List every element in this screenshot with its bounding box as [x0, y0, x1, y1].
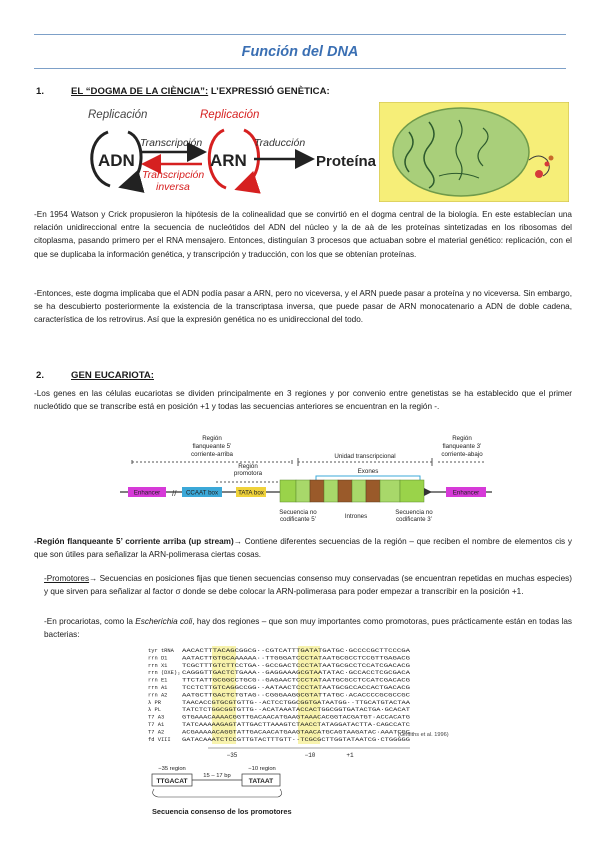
section-1-heading	[36, 86, 330, 97]
sequence-row-name: rrn D1	[148, 655, 168, 662]
promoters-paragraph	[44, 572, 572, 598]
sequence-rows	[148, 648, 411, 743]
sequence-row-seq: TAACACCGTGCGTGTTG··ACTCCTGGCGGTGATAATGG··TTGCATGTACTAA	[182, 699, 411, 706]
section-1-paragraph-1: -En 1954 Watson y Crick propusieron la hipótesis de la colinealidad que se convirtió en el dogma central de la biología. En este establecían una relación unidireccional entre la secuencia de nucleótidos del ADN del núcleo y la de aà de les proteínas sintetizadas en los ribosomas del citoplasma, pasando primero per el RNA mensajero. Entonces, distinguían 3 procesos que actuaban sobre el material genético: replicación, con el que se duplicaba la información genética, y transcripción y traducción, con los que se obtenían proteínas.	[34, 210, 572, 259]
protein-label: Proteína	[316, 153, 377, 170]
region-5-bold: -Región flanqueante 5’ corriente arriba (up stream)	[34, 537, 234, 546]
exons-label: Exones	[357, 468, 379, 475]
enhancer-left-label: Enhancer	[133, 489, 161, 497]
region-5-label: Región flanqueante 5’ corriente-arriba	[191, 435, 233, 458]
gene-diagram	[120, 430, 492, 530]
sequence-row-name: rrn X1	[148, 662, 168, 669]
sequence-row-name: rrn (DXE)₂	[148, 670, 181, 677]
section-1-title-rest: L’EXPRESSIÓ GENÈTICA:	[208, 86, 330, 97]
sequence-row-name: rrn A2	[148, 692, 168, 699]
prokaryote-paragraph	[44, 615, 572, 641]
sequence-row-seq: CAGGGTTGACTCTGAAA··GAGGAAAGCGTAATATAC·GCCACCTCGCGACA	[182, 670, 412, 677]
rna-label: ARN	[210, 151, 247, 170]
sequence-row-name: rrn A1	[148, 685, 168, 691]
consensus-35-label: −35 region	[158, 766, 186, 772]
consensus-10-seq: TATAAT	[248, 778, 274, 785]
section-1-paragraph-2: -Entonces, este dogma implicaba que el ADN podía pasar a ARN, pero no viceversa, y el ARN puede pasar a proteína y no viceversa. Sin embargo, se ha descubierto posteriormente la existencia de la transcriptasa inversa, que puede pasar de ARN monocatenario a ADN de doble cadena, característica de los retrovirus. Así que la expresión genética no es unidireccional del todo.	[34, 289, 572, 325]
intron-2	[338, 480, 352, 502]
region-5-paragraph	[34, 535, 572, 561]
promoter-label: Región promotora	[233, 463, 263, 477]
dogma-diagram	[84, 102, 384, 202]
sequence-row-seq: AATGCTTGACTCTGTAG··CGGGAAGGCGTATTATGC·ACACCCCGCGCCGC	[182, 692, 410, 699]
exon-1	[296, 480, 310, 502]
exon-4	[380, 480, 400, 502]
sequence-row-seq: TATCTCTGGCGGTGTTG··ACATAAATACCACTGGCGGTGATACTGA·GCACAT	[182, 707, 411, 714]
cell-illustration	[379, 102, 569, 202]
sequence-row-seq: GATACAAATCTCCGTTGTACTTTGTT··TCGCGCTTGGTATAATCG·CTGGGGG	[182, 736, 410, 743]
sequence-row-seq: AACACTTTACAGCGGCG··CGTCATTTGATATGATGC·GCCCCGCTTCCCGA	[182, 648, 412, 654]
prokaryote-post: , hay dos regiones – que son muy importantes como promotoras, pues prácticamente están en todas las bacterias:	[44, 617, 572, 640]
utr5-label: Secuencia no codificante 5’	[279, 509, 317, 523]
consensus-35-seq: TTGACAT	[156, 778, 188, 785]
consensus-bracket	[153, 789, 282, 797]
nucleus	[393, 108, 529, 196]
dna-label: ADN	[98, 151, 135, 170]
sequence-row-seq: ACGAAAAACAGGTATTGACAACATGAAGTAACATGCAGTAAGATAC·AAATCGC	[182, 729, 410, 736]
unit-label: Unidad transcripcional	[334, 453, 396, 460]
sequence-row-seq: TTCTATTGCGGCCTGCG··GAGAACTCCCTATAATGCGCCTCCATCGACACG	[182, 677, 410, 684]
sequence-row-name: rrn E1	[148, 677, 168, 684]
arrow-glyph-1: →	[233, 537, 242, 546]
consensus-caption: Secuencia consenso de los promotores	[152, 807, 292, 816]
intron-3	[366, 480, 380, 502]
consensus-diagram	[150, 763, 310, 799]
region-3-label: Región flanqueante 3’ corriente-abajo	[441, 435, 483, 458]
prokaryote-pre: -En procariotas, como la	[44, 617, 136, 626]
sequence-row-seq: AATACTTGTGCAAAAAA··TTGGGATCCCTATAATGCGCCTCCGTTGAGACG	[182, 655, 410, 662]
plus1-label: +1	[346, 752, 354, 759]
exon-bracket	[316, 476, 420, 480]
reverse-transcription-label-2: inversa	[156, 181, 190, 193]
tata-label: TATA box	[238, 489, 264, 497]
utr5-block	[280, 480, 296, 502]
replication-right-label: Replicación	[200, 109, 260, 121]
promoters-label: -Promotores	[44, 574, 90, 583]
minus35-label: −35	[226, 752, 238, 759]
ribosome	[535, 170, 543, 178]
amino-acid-1	[545, 162, 550, 167]
title-rule	[34, 68, 566, 69]
region-5-text: Contiene diferentes secuencias de la región – que reciben el nombre de elementos cis y que son útiles para señalizar la ARN-polimerasa ciertas cosas.	[34, 537, 572, 560]
sequence-row-name: T7 A3	[148, 714, 165, 721]
sequence-row-name: fd VIII	[148, 736, 171, 743]
reverse-transcription-label-1: Transcripción	[142, 169, 205, 181]
sequence-row-seq: TATCAAAAAGAGTATTGACTTAAAGTCTAACCTATAGGATACTTA·CAGCCATC	[182, 722, 410, 728]
enhancer-right-label: Enhancer	[452, 489, 480, 497]
transcription-label: Transcripción	[140, 137, 203, 149]
dna-break-mark: //	[172, 489, 177, 498]
top-rule	[34, 34, 566, 35]
section-1-number: 1.	[36, 86, 45, 97]
promoter-alignment	[148, 644, 448, 762]
prokaryote-species: Escherichia coli	[135, 617, 193, 626]
sequence-row-name: λ PR	[148, 699, 161, 706]
section-1-title-underlined: EL “DOGMA DE LA CIÈNCIA”:	[71, 86, 209, 97]
section-2-heading	[36, 370, 154, 381]
translation-label: Traducción	[254, 137, 306, 149]
intron-1	[310, 480, 324, 502]
page-title: Función del DNA	[241, 44, 359, 60]
consensus-10-label: −10 region	[248, 766, 276, 772]
amino-acid-2	[549, 156, 554, 161]
sequence-row-name: T7 A2	[148, 729, 165, 736]
minus10-label: −10	[304, 752, 316, 759]
transcription-direction-arrow	[424, 488, 432, 496]
section-2-number: 2.	[36, 370, 45, 381]
citation: (Griffiths et al. 1996)	[398, 732, 449, 738]
sequence-row-seq: TCGCTTTGTCTTCCTGA··GCCGACTCCCTATAATGCGCCTCCATCGACACG	[182, 662, 410, 669]
utr3-block	[400, 480, 424, 502]
promoters-text: Secuencias en posiciones fijas que tienen secuencias consenso muy conservadas (se encuentran repetidas en muchas especies) y que sirven para señalizar al factor σ donde se debe colocar la ARN-polimerasa para poder empezar a transcribir en la posición +1.	[44, 574, 572, 597]
arrow-glyph-2: →	[89, 574, 98, 583]
section-2-paragraph-1: -Los genes en las células eucariotas se dividen principalmente en 3 regiones y por convenio entre genetistas se ha establecido que el primer nucleótido que se transcribe está en posición +1 y todas las secuencias anteriores se encuentran en la región -.	[34, 389, 572, 412]
sequence-row-name: λ PL	[148, 707, 161, 714]
sequence-row-seq: GTGAAACAAAACGGTTGACAACATGAAGTAAACACGGTACGATGT·ACCACATG	[182, 714, 410, 721]
introns-label: Intrones	[344, 513, 368, 520]
exon-2	[324, 480, 338, 502]
ccaat-label: CCAAT box	[185, 489, 219, 497]
replication-left-label: Replicación	[88, 109, 148, 121]
exon-3	[352, 480, 366, 502]
section-2-title: GEN EUCARIOTA:	[71, 370, 154, 381]
sequence-row-seq: TCCTCTTGTCAGGCCGG··AATAACTCCCTATAATGCGCCACCACTGACACG	[182, 685, 410, 691]
sequence-row-name: tyr tRNA	[148, 648, 174, 654]
utr3-label: Secuencia no codificante 3’	[395, 509, 433, 523]
sequence-row-name: T7 A1	[148, 722, 165, 728]
spacer-label: 15 – 17 bp	[203, 773, 231, 779]
